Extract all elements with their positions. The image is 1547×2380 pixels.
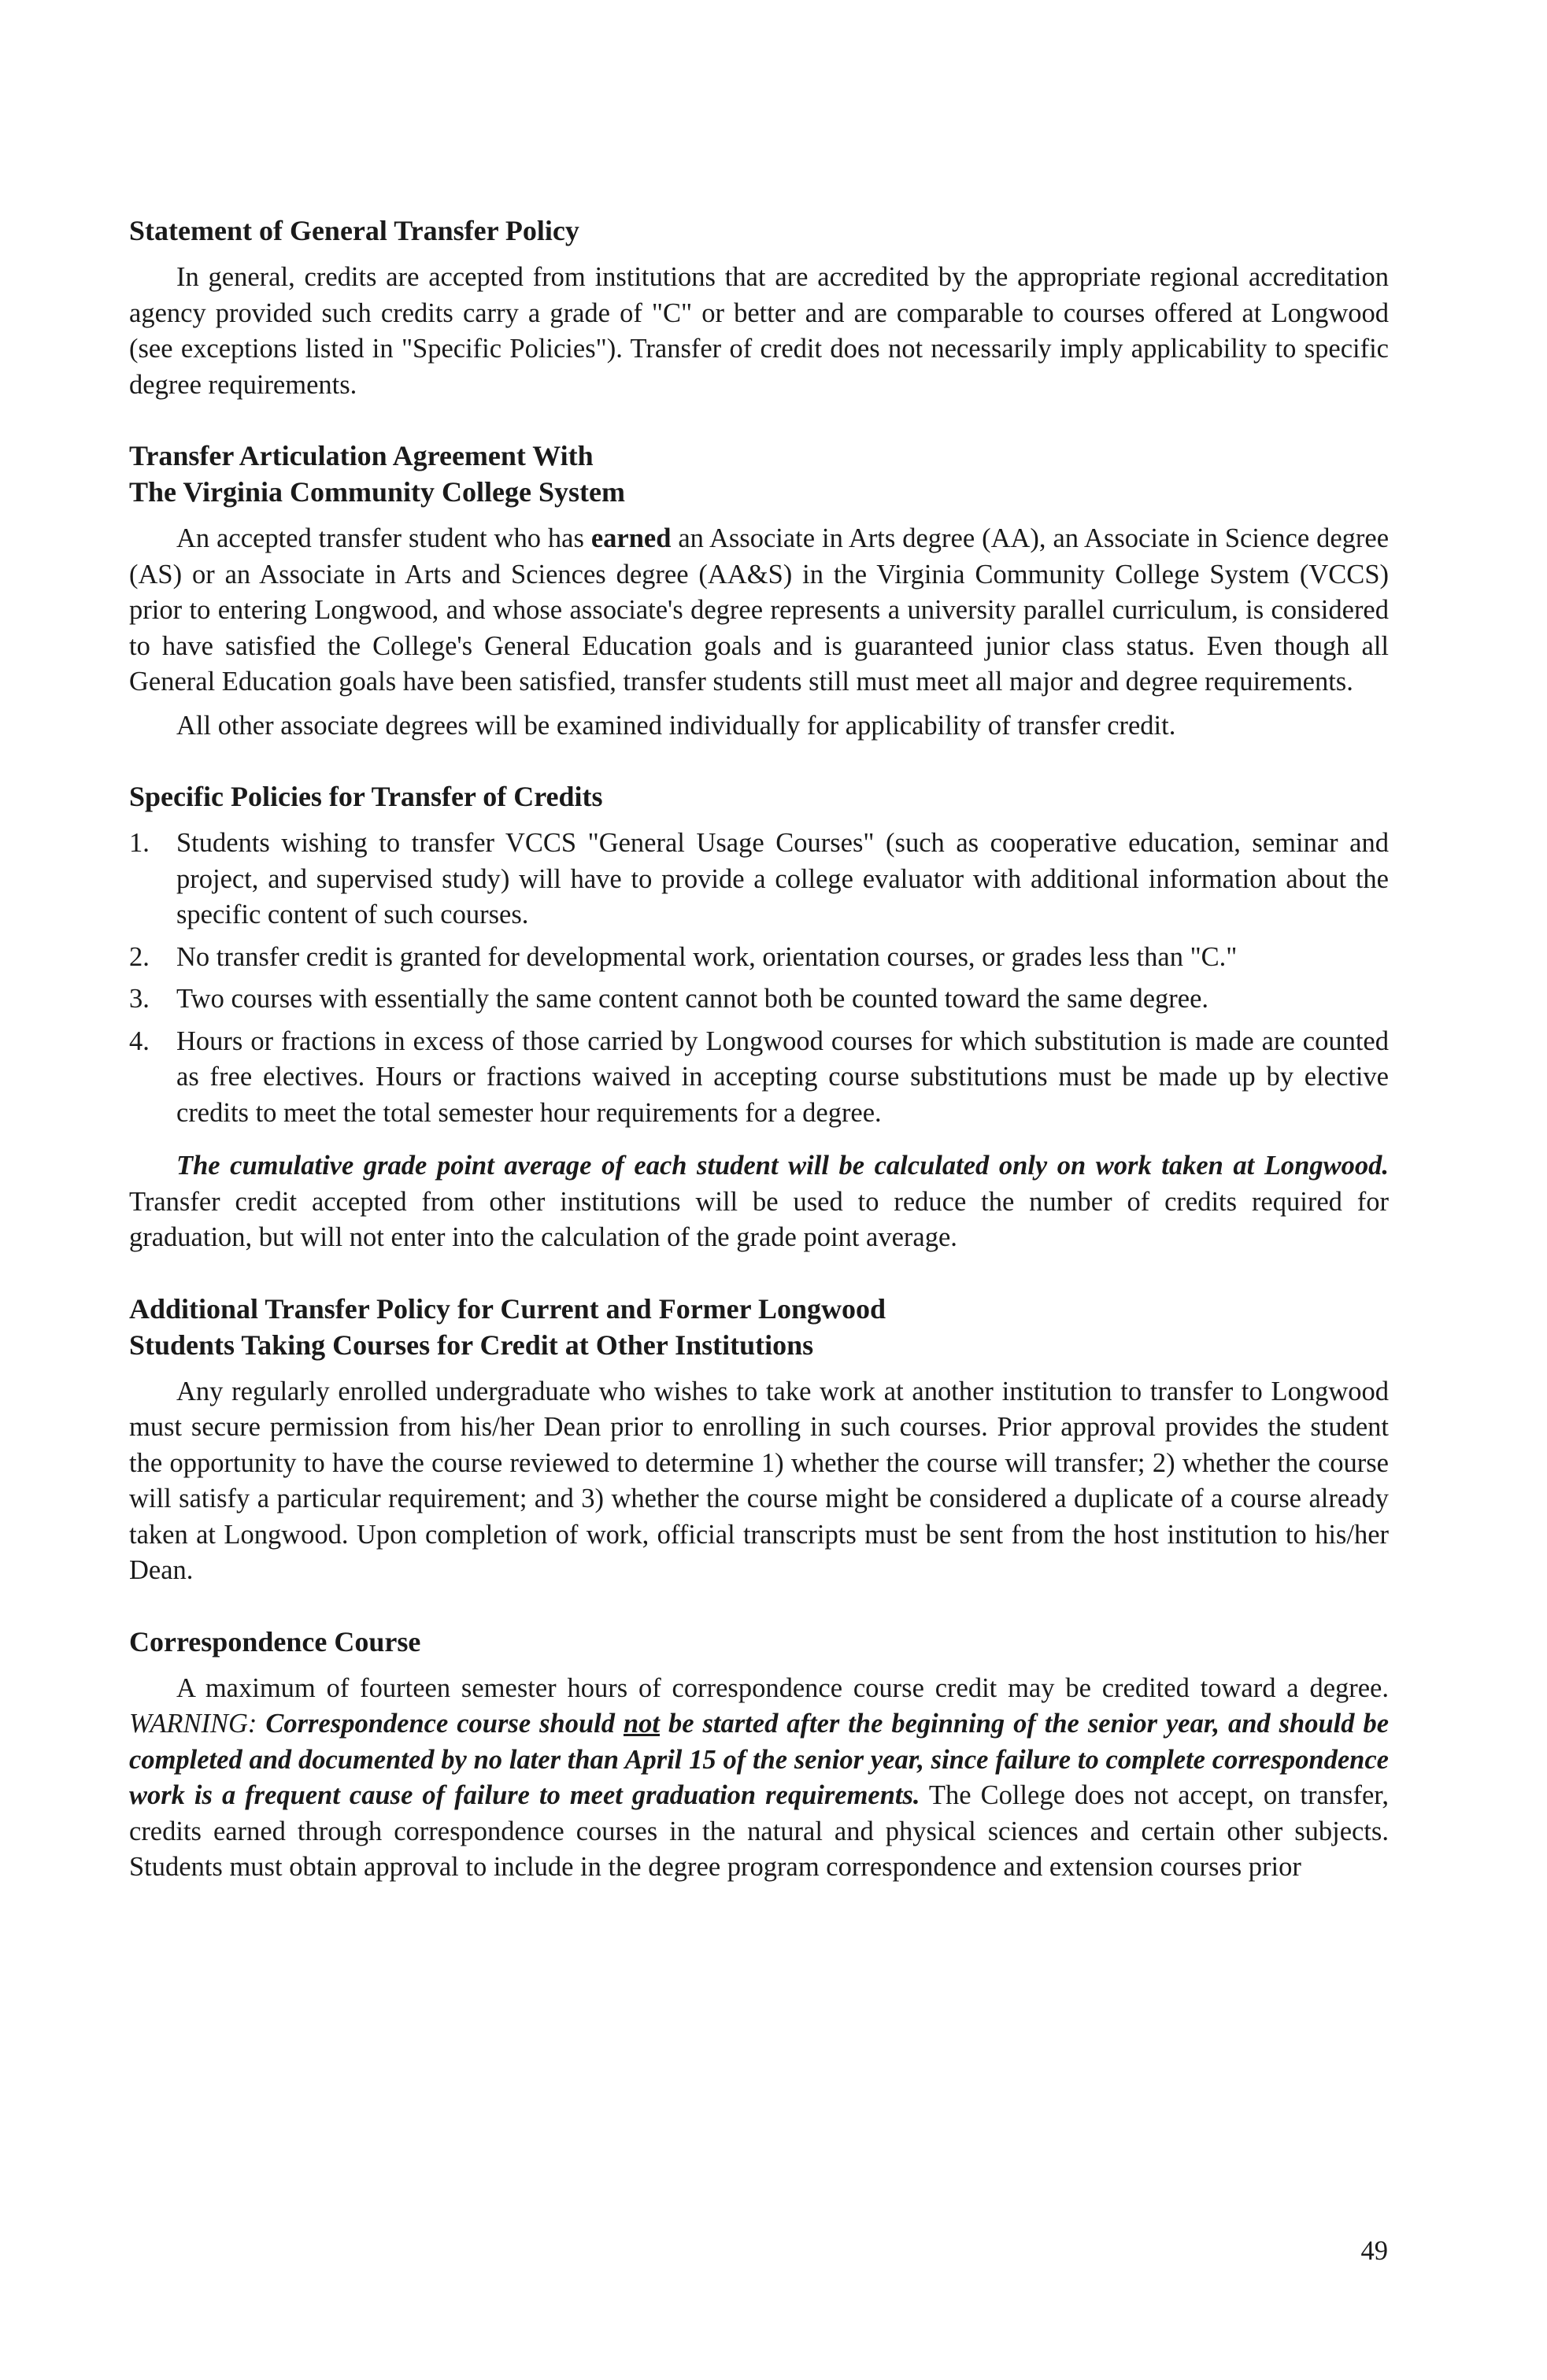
heading-articulation-line2: The Virginia Community College System (129, 476, 625, 508)
paragraph-articulation-1 (129, 521, 1389, 700)
section-general-transfer-policy (129, 213, 1389, 403)
paragraph-gpa (129, 1148, 1389, 1256)
list-item (129, 1024, 1389, 1132)
text-run: A maximum of fourteen semester hours of correspondence course credit may be credited toward a degree. (176, 1672, 1389, 1703)
list-number: 3. (129, 984, 150, 1014)
list-text: No transfer credit is granted for developmental work, orientation courses, or grades less than "C." (176, 941, 1238, 972)
heading-specific-policies: Specific Policies for Transfer of Credits (129, 781, 603, 812)
section-articulation-agreement (129, 438, 1389, 744)
policy-list (129, 826, 1389, 1131)
heading-additional-line1: Additional Transfer Policy for Current and Former Longwood (129, 1292, 886, 1325)
list-number: 4. (129, 1026, 150, 1056)
heading-general-transfer-policy: Statement of General Transfer Policy (129, 215, 579, 246)
heading-additional-line2: Students Taking Courses for Credit at Other Institutions (129, 1329, 814, 1361)
list-text: Two courses with essentially the same content cannot both be counted toward the same degree. (176, 984, 1209, 1014)
text-run: an Associate in Arts degree (AA), an Associate in Science degree (AS) or an Associate in Arts and Sciences degree (AA&S) in the Virginia Community College System (VCCS) prior to entering Longwood, and whose associate's degree represents a university parallel curriculum, is considered to have satisfied the College's General Education goals and is guaranteed junior class status. Even though all General Education goals have been satisfied, transfer students still must meet all major and degree requirements. (129, 523, 1390, 697)
section-specific-policies (129, 778, 1389, 1256)
paragraph-additional-transfer-policy: Any regularly enrolled undergraduate who wishes to take work at another institution to transfer to Longwood must secure permission from his/her Dean prior to enrolling in such courses. Prior approval provides the student the opportunity to have the course reviewed to determine 1) whether the course will transfer; 2) whether the course will satisfy a particular requirement; and 3) whether the course might be considered a duplicate of a course already taken at Longwood. Upon completion of work, official transcripts must be sent from the host institution to his/her Dean. (129, 1376, 1389, 1585)
text-run: An accepted transfer student who has (176, 523, 591, 553)
text-run: Transfer credit accepted from other institutions will be used to reduce the number of credits required for graduation, but will not enter into the calculation of the grade point average. (129, 1186, 1389, 1252)
gpa-emphasis: The cumulative grade point average of each student will be calculated only on work taken at Longwood. (176, 1151, 1389, 1181)
page-content (129, 213, 1389, 1920)
paragraph-correspondence (129, 1671, 1389, 1886)
page-number: 49 (1360, 2236, 1388, 2266)
paragraph-general-transfer-policy: In general, credits are accepted from institutions that are accredited by the appropriate regional accreditation agency provided such credits carry a grade of "C" or better and are comparable to courses offered at Longwood (see exceptions listed in "Specific Policies"). Transfer of credit does not necessarily imply applicability to specific degree requirements. (129, 262, 1389, 400)
heading-articulation-line1: Transfer Articulation Agreement With (129, 440, 594, 471)
warning-text: be started after the beginning of the senior year, and should be completed and documented by no later than April 15 of the senior year, since failure to complete correspondence work is a frequent cause of failure to meet graduation requirements. (129, 1709, 1390, 1810)
section-correspondence-course (129, 1624, 1389, 1886)
list-item (129, 981, 1389, 1018)
heading-additional-transfer-policy (129, 1291, 1389, 1363)
list-number: 1. (129, 828, 150, 858)
bold-earned: earned (590, 523, 672, 553)
list-text: Hours or fractions in excess of those carried by Longwood courses for which substitution is made are counted as free electives. Hours or fractions waived in accepting course substitutions must be made up by elective credits to meet the total semester hour requirements for a degree. (176, 1026, 1389, 1128)
list-text: Students wishing to transfer VCCS "General Usage Courses" (such as cooperative education, seminar and project, and supervised study) will have to provide a college evaluator with additional information about the specific content of such courses. (176, 828, 1389, 929)
list-item (129, 826, 1389, 933)
warning-label: WARNING: (129, 1709, 257, 1739)
text-run: The College does not accept, on transfer, credits earned through correspondence courses in the natural and physical sciences and certain other subjects. Students must obtain approval to include in the degree program correspondence and extension courses prior (129, 1780, 1389, 1882)
paragraph-articulation-2: All other associate degrees will be examined individually for applicability of transfer credit. (176, 710, 1176, 741)
section-additional-transfer-policy (129, 1291, 1389, 1589)
list-number: 2. (129, 941, 150, 972)
heading-correspondence-course: Correspondence Course (129, 1625, 421, 1658)
heading-articulation-agreement (129, 438, 1389, 510)
warning-not: not (623, 1709, 660, 1739)
warning-text: Correspondence course should (257, 1709, 624, 1739)
spacer (129, 1137, 1389, 1148)
list-item (129, 940, 1389, 976)
